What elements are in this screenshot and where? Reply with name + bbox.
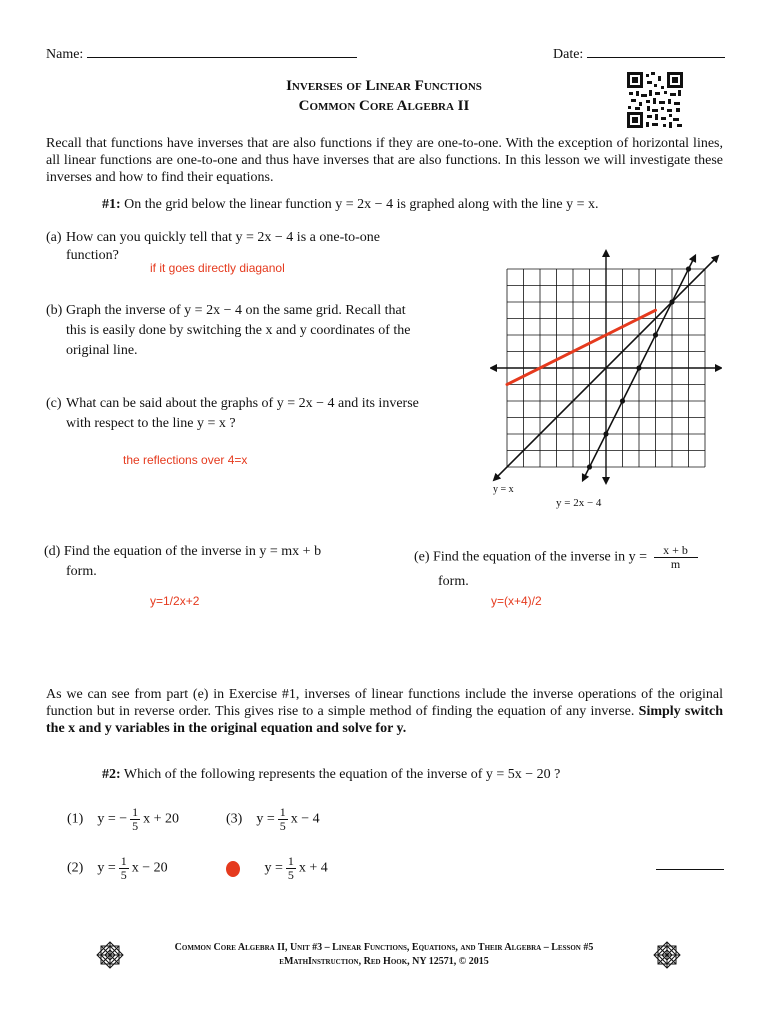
inverse-line <box>507 310 656 384</box>
q2-prompt: #2: Which of the following represents the equation of the inverse of y = 5x − 20 ? <box>102 767 561 782</box>
q2-option-2[interactable]: (2) y = $\frac{1}{5}$ x − 20 <box>67 854 168 882</box>
q1c-text-2: with respect to the line y = x ? <box>66 416 236 431</box>
x-axis-arrow-left-icon <box>490 364 497 372</box>
intro-paragraph: Recall that functions have inverses that are also functions if they are one-to-one. With the exception of horizontal lines, all linear functions are one-to-one and thus have inverses that are also functions. In this lesson we will investigate these inverses and how to find their equations. <box>46 136 723 185</box>
q1a-answer: if it goes directly diaganol <box>150 261 285 275</box>
q1c-label: (c) <box>46 396 62 411</box>
page-title: Inverses of Linear Functions <box>286 78 482 94</box>
date-label: Date: <box>553 47 725 63</box>
selected-answer-mark <box>226 861 240 877</box>
q1a-label: (a) <box>46 230 62 245</box>
q1e-answer: y=(x+4)/2 <box>491 594 542 608</box>
q1a-text: How can you quickly tell that y = 2x − 4 is a one-to-one <box>66 230 381 245</box>
method-paragraph: As we can see from part (e) in Exercise #1, inverses of linear functions include the inverse operations of the original function but in reverse order. This gives rise to a simple method of finding the equation of any inverse. Simply switch the x and y variables in the original equation and solve for y. <box>46 687 724 736</box>
q1e-text-2: form. <box>438 574 469 589</box>
data-point <box>669 299 674 304</box>
q1e-text: (e) Find the equation of the inverse in y = $\frac{x + b}{m}$ <box>414 544 701 571</box>
data-point <box>620 398 625 403</box>
q2-answer-blank[interactable] <box>656 853 724 870</box>
data-point <box>603 431 608 436</box>
page-subtitle: Common Core Algebra II <box>298 98 470 114</box>
q1b-text-3: original line. <box>66 343 138 358</box>
q1d-text: (d) Find the equation of the inverse in y = mx + b <box>44 544 322 559</box>
data-point <box>587 464 592 469</box>
date-blank[interactable] <box>587 57 725 58</box>
q1e-fraction: $\frac{x + b}{m}$ <box>654 544 698 571</box>
name-label: Name: <box>46 47 357 63</box>
y-axis-arrow-up-icon <box>602 249 610 257</box>
q1b-label: (b) <box>46 303 63 318</box>
q2-option-4[interactable]: y = $\frac{1}{5}$ x + 4 <box>226 855 328 882</box>
q1b-text: Graph the inverse of y = 2x − 4 on the same grid. Recall that <box>66 303 406 318</box>
data-point <box>653 332 658 337</box>
q1c-text: What can be said about the graphs of y = 2x − 4 and its inverse <box>66 396 419 411</box>
qr-code-icon <box>627 72 683 128</box>
data-point <box>636 365 641 370</box>
coordinate-graph <box>490 240 722 530</box>
q1a-text-2: function? <box>66 248 119 263</box>
q2-option-3[interactable]: (3) y = $\frac{1}{5}$ x − 4 <box>226 805 320 833</box>
q1b-text-2: this is easily done by switching the x and y coordinates of the <box>66 323 411 338</box>
label-line-yx: y = x <box>493 484 514 495</box>
q1d-answer: y=1/2x+2 <box>150 594 200 608</box>
q1-prompt: #1: On the grid below the linear function y = 2x − 4 is graphed along with the line y = x. <box>102 197 599 212</box>
q2-option-1[interactable]: (1) y = − $\frac{1}{5}$ x + 20 <box>67 805 180 833</box>
label-line-f: y = 2x − 4 <box>556 497 602 509</box>
q1d-text-2: form. <box>66 564 97 579</box>
q1c-answer: the reflections over 4=x <box>123 453 248 467</box>
x-axis-arrow-right-icon <box>715 364 722 372</box>
footer-course: Common Core Algebra II, Unit #3 – Linear Functions, Equations, and Their Algebra – Lesson #5 <box>174 942 594 953</box>
name-blank[interactable] <box>87 57 357 58</box>
footer-publisher: eMathInstruction, Red Hook, NY 12571, © 2015 <box>279 956 489 967</box>
data-point <box>686 266 691 271</box>
y-axis-arrow-down-icon <box>602 477 610 485</box>
